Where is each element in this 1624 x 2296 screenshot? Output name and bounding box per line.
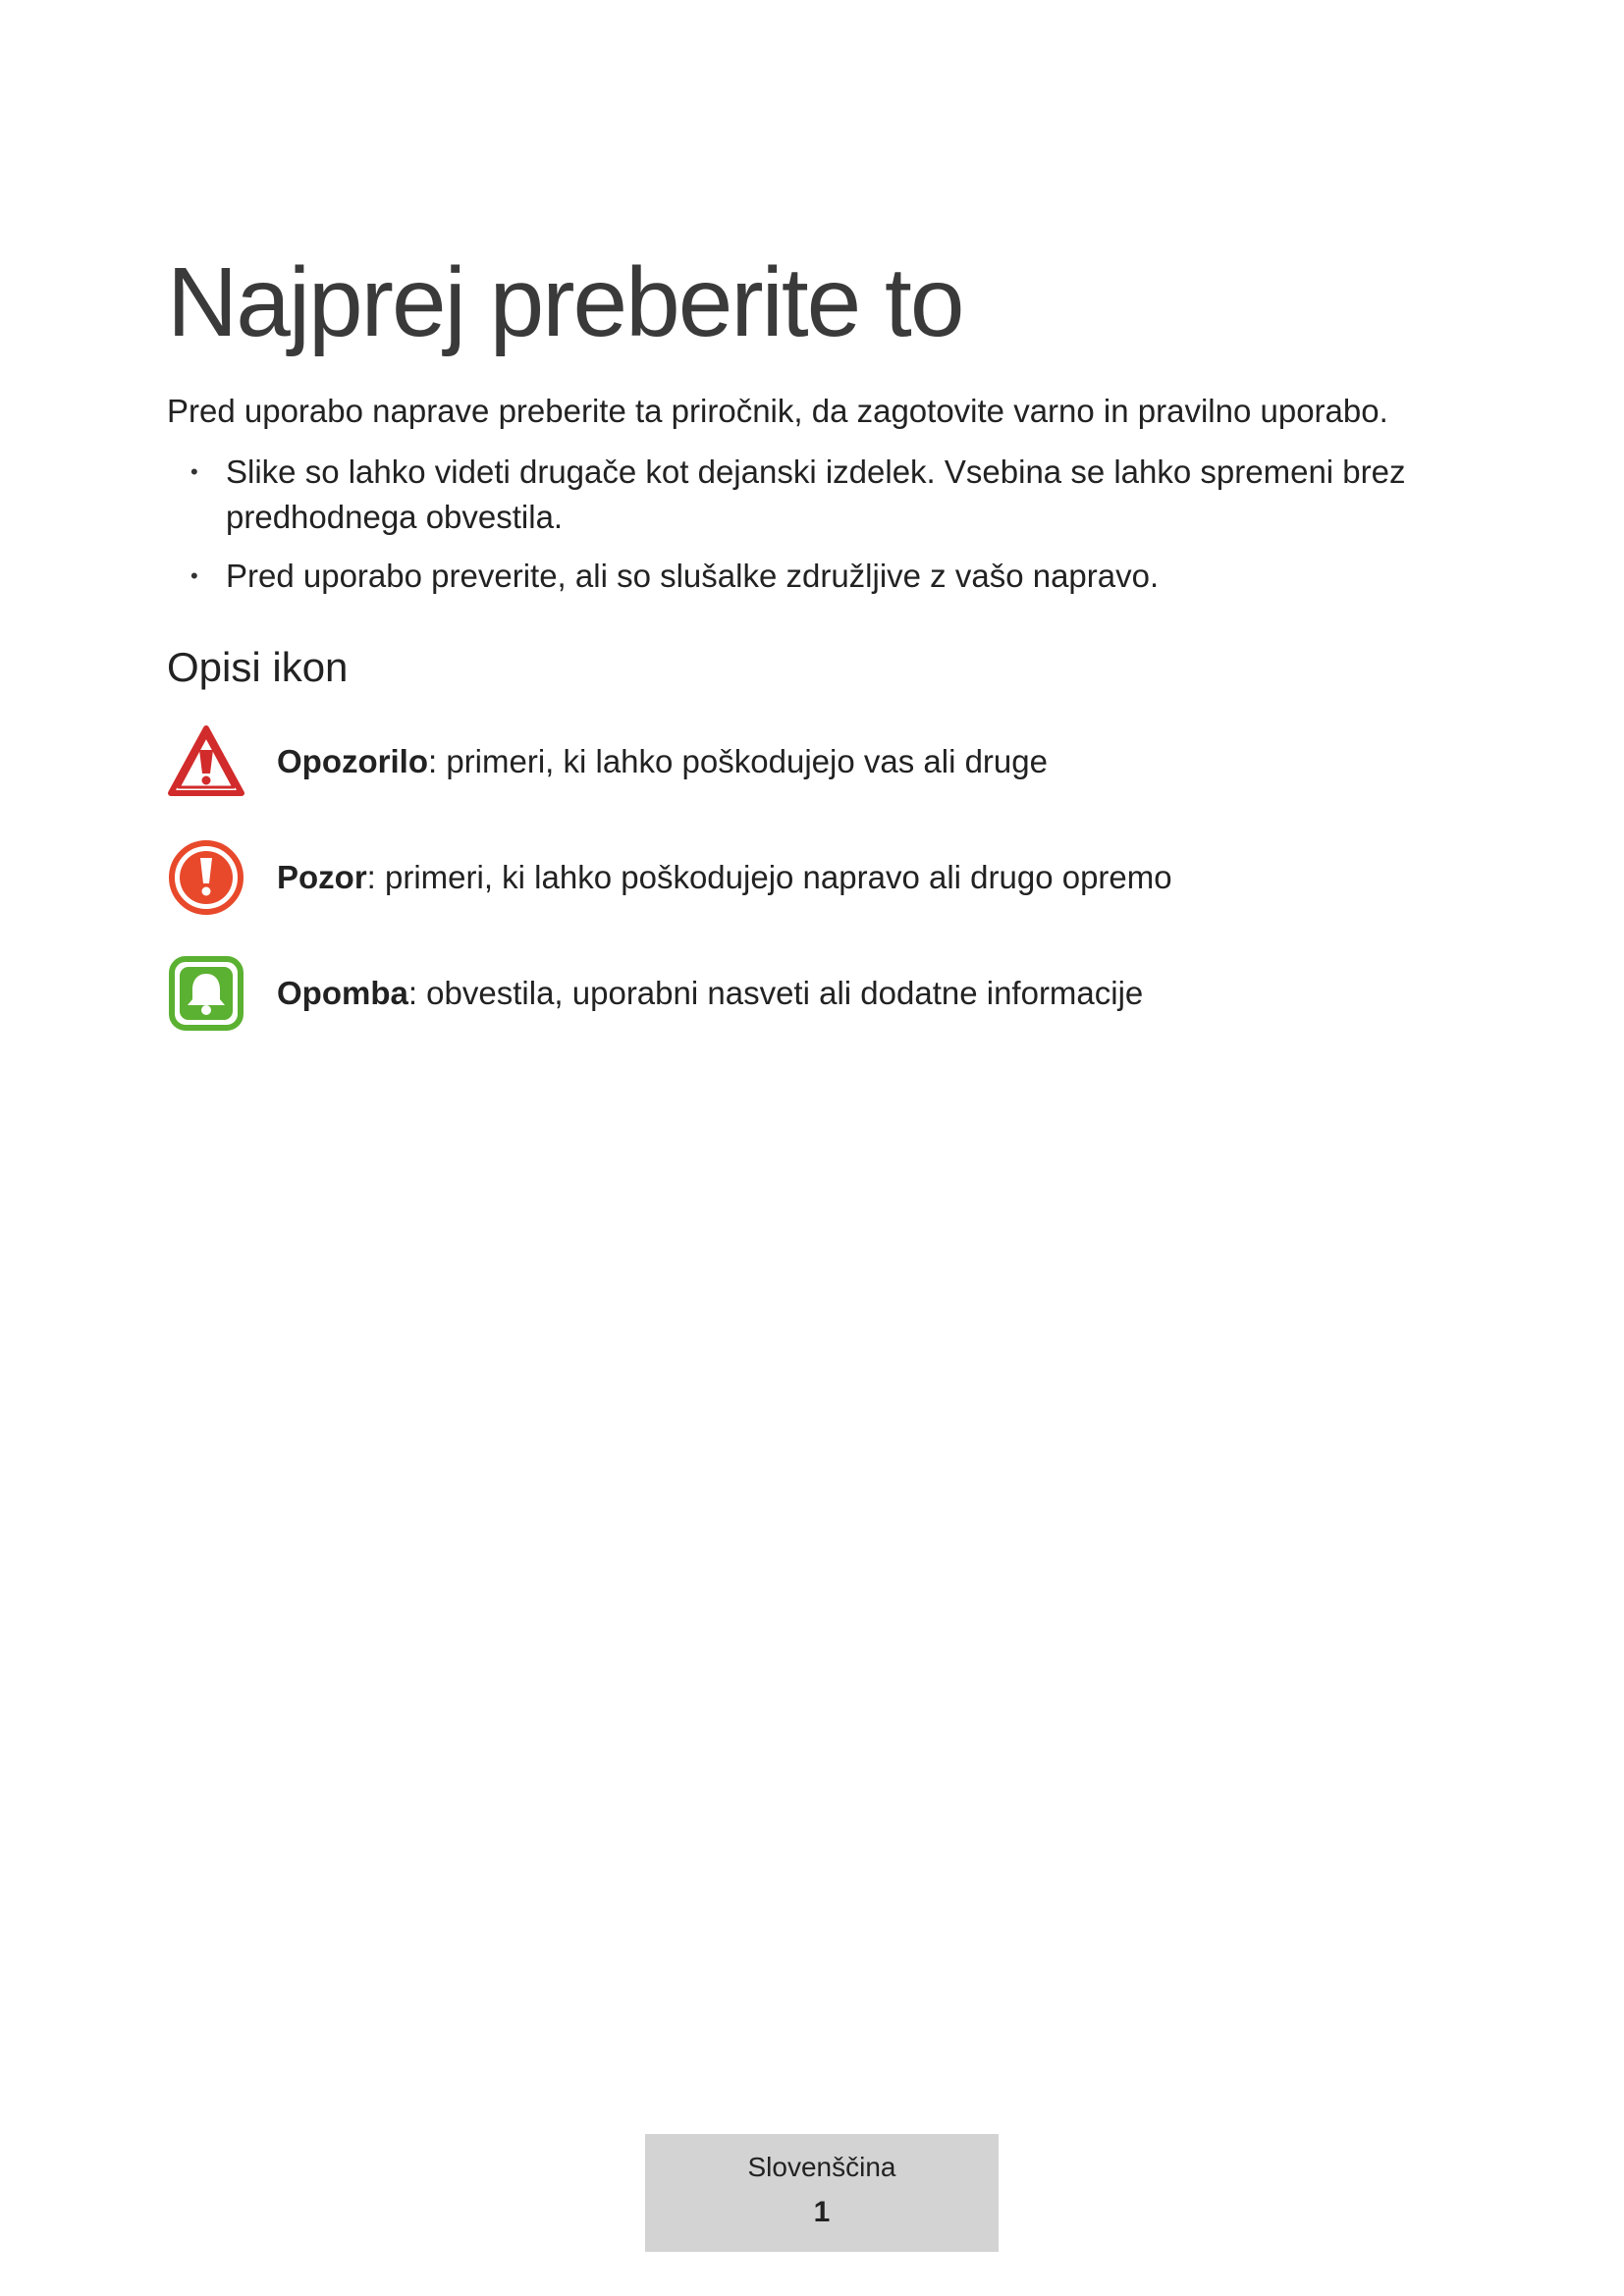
- bullet-list: [167, 450, 1463, 613]
- bullet-marker: •: [190, 459, 198, 484]
- icon-description-text: [277, 971, 1143, 1016]
- list-item: [167, 450, 1463, 540]
- icon-description-text: [277, 739, 1048, 784]
- icon-description-note: [167, 954, 1492, 1033]
- bullet-marker: •: [190, 563, 198, 588]
- icon-term: Opomba: [277, 975, 408, 1011]
- note-bell-icon: [167, 954, 245, 1033]
- icon-term: Pozor: [277, 859, 367, 895]
- icon-term: Opozorilo: [277, 743, 428, 779]
- page-title: Najprej preberite to: [167, 247, 963, 357]
- page-number: 1: [813, 2196, 831, 2228]
- caution-circle-icon: [167, 838, 245, 917]
- list-item: [167, 554, 1463, 599]
- icon-description-warning: [167, 722, 1492, 801]
- icon-description-text: [277, 855, 1172, 900]
- icon-description-caution: [167, 838, 1492, 917]
- bullet-text: Pred uporabo preverite, ali so slušalke združljive z vašo napravo.: [226, 558, 1160, 594]
- section-title-icon-descriptions: Opisi ikon: [167, 644, 349, 690]
- icon-description: : obvestila, uporabni nasveti ali dodatne informacije: [407, 975, 1144, 1011]
- page-footer: [645, 2134, 999, 2252]
- intro-paragraph: Pred uporabo naprave preberite ta priročnik, da zagotovite varno in pravilno uporabo.: [167, 393, 1388, 429]
- bullet-text: Slike so lahko videti drugače kot dejanski izdelek. Vsebina se lahko spremeni brez predhodnega obvestila.: [226, 454, 1406, 535]
- icon-description: : primeri, ki lahko poškodujejo napravo ali drugo opremo: [366, 859, 1172, 895]
- icon-description: : primeri, ki lahko poškodujejo vas ali druge: [427, 743, 1048, 779]
- warning-triangle-icon: [167, 722, 245, 801]
- footer-language: Slovenščina: [747, 2152, 896, 2182]
